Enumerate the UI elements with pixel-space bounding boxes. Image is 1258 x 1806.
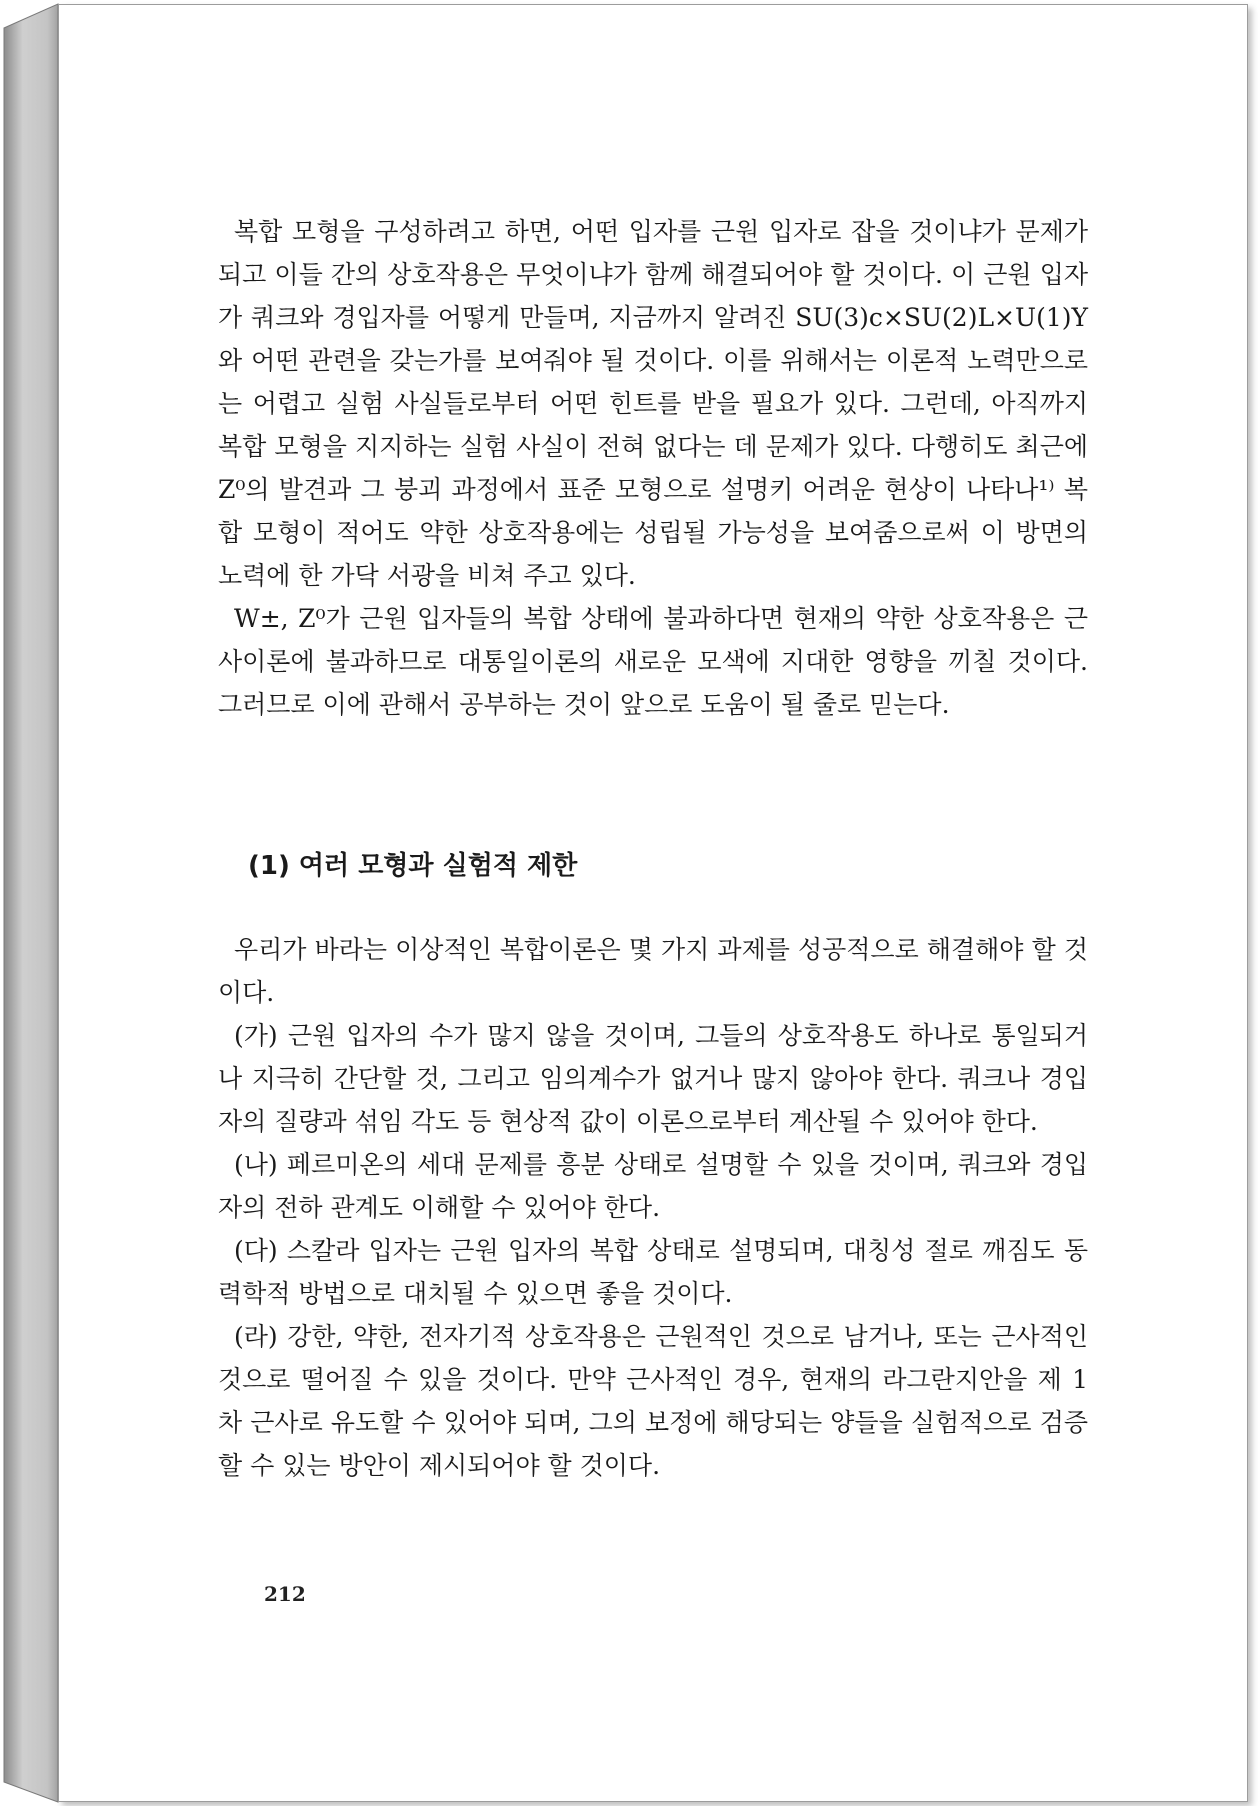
section-paragraph-2: (가) 근원 입자의 수가 많지 않을 것이며, 그들의 상호작용도 하나로 통일되거나 지극히 간단할 것, 그리고 임의계수가 없거나 많지 않아야 한다. 쿼크나 경입자의 질량과 섞임 각도 등 현상적 값이 이론으로부터 계산될 수 있어야 한다. <box>218 1021 1088 1136</box>
intro-paragraph-1: 복합 모형을 구성하려고 하면, 어떤 입자를 근원 입자로 잡을 것이냐가 문제가 되고 이들 간의 상호작용은 무엇이냐가 함께 해결되어야 할 것이다. 이 근원 입자가 쿼크와 경입자를 어떻게 만들며, 지금까지 알려진 SU(3)c×SU(2)L×U(1)Y와 어떤 관련을 갖는가를 보여줘야 될 것이다. 이를 위해서는 이론적 노력만으로는 어렵고 실험 사실들로부터 어떤 힌트를 받을 필요가 있다. 그런데, 아직까지 복합 모형을 지지하는 실험 사실이 전혀 없다는 데 문제가 있다. 다행히도 최근에 Z⁰의 발견과 그 붕괴 과정에서 표준 모형으로 설명키 어려운 현상이 나타나¹⁾ 복합 모형이 적어도 약한 상호작용에는 성립될 가능성을 보여줌으로써 이 방면의 노력에 한 가닥 서광을 비쳐 주고 있다. <box>218 217 1088 590</box>
section-paragraph-3: (나) 페르미온의 세대 문제를 흥분 상태로 설명할 수 있을 것이며, 쿼크와 경입자의 전하 관계도 이해할 수 있어야 한다. <box>218 1150 1088 1222</box>
intro-text <box>218 210 1088 726</box>
section-text <box>218 928 1088 1487</box>
page-number: 212 <box>264 1582 306 1606</box>
section-paragraph-1: 우리가 바라는 이상적인 복합이론은 몇 가지 과제를 성공적으로 해결해야 할 것이다. <box>218 935 1088 1007</box>
intro-paragraph-2: W±, Z⁰가 근원 입자들의 복합 상태에 불과하다면 현재의 약한 상호작용은 근사이론에 불과하므로 대통일이론의 새로운 모색에 지대한 영향을 끼칠 것이다. 그러므로 이에 관해서 공부하는 것이 앞으로 도움이 될 줄로 믿는다. <box>218 604 1088 719</box>
section-paragraph-5: (라) 강한, 약한, 전자기적 상호작용은 근원적인 것으로 남거나, 또는 근사적인 것으로 떨어질 수 있을 것이다. 만약 근사적인 경우, 현재의 라그란지안을 제 1 차 근사로 유도할 수 있어야 되며, 그의 보정에 해당되는 양들을 실험적으로 검증할 수 있는 방안이 제시되어야 할 것이다. <box>218 1322 1088 1480</box>
section-heading: (1) 여러 모형과 실험적 제한 <box>248 851 578 881</box>
section-paragraph-4: (다) 스칼라 입자는 근원 입자의 복합 상태로 설명되며, 대칭성 절로 깨짐도 동력학적 방법으로 대치될 수 있으면 좋을 것이다. <box>218 1236 1088 1308</box>
